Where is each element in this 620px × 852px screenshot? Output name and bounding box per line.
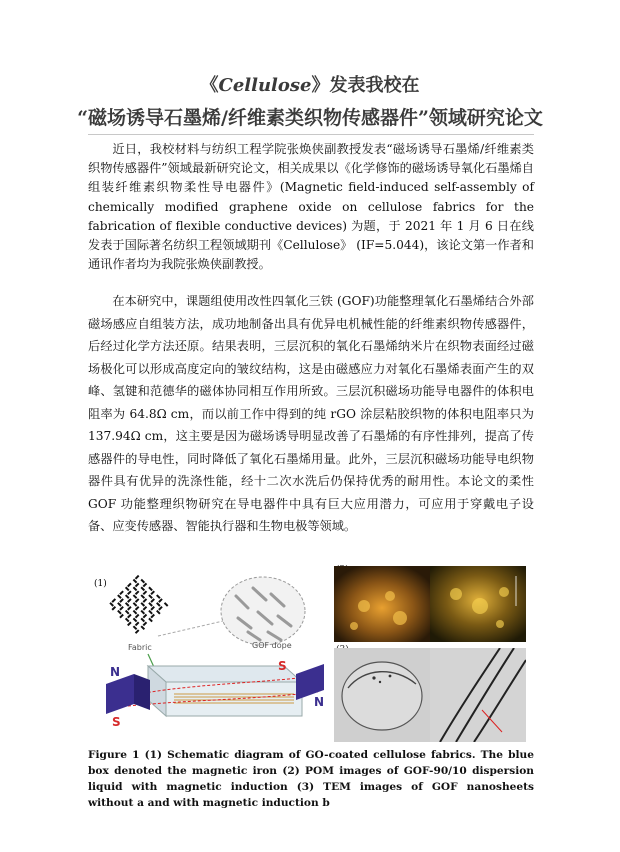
journal-name: Cellulose xyxy=(218,75,312,96)
figure-caption: Figure 1 (1) Schematic diagram of GO-coated cellulose fabrics. The blue box denoted the magnetic iron (2) POM images of GOF-90/10 dispersion liquid with magnetic induction (3) TEM images of GOF nanosheets without a and with magnetic induction b xyxy=(88,749,534,809)
tem-image-left xyxy=(334,648,430,742)
nanosheet-zoom-circle xyxy=(221,577,305,645)
pom-image-right xyxy=(430,566,526,642)
pole-n-left: N xyxy=(110,665,121,679)
pole-s-right: S xyxy=(278,659,287,673)
magnet-left xyxy=(106,674,134,714)
title-divider xyxy=(88,134,534,135)
pole-s-left: S xyxy=(112,715,121,729)
gof-dope-label: GOF dope xyxy=(252,641,292,650)
paragraph-1: 近日，我校材料与纺织工程学院张焕侠副教授发表“磁场诱导石墨烯/纤维素类织物传感器件”领域最新研究论文，相关成果以《化学修饰的磁场诱导氧化石墨烯自组装纤维素织物柔性导电器件》(Magnetic field-induced self-assembly of chemically modified graphene oxide on cellulose fabrics for the fabrication of flexible conductive devices) 为题，于 2021 年 1 月 6 日在线发表于国际著名纺织工程领域期刊《Cellulose》 (IF=5.044)，该论文第一作者和通讯作者均为我院张焕侠副教授。 xyxy=(88,142,534,272)
pom-image-left xyxy=(334,566,430,642)
schematic-diagram xyxy=(88,566,328,744)
title-prefix: 《 xyxy=(200,75,219,96)
fabric-label: Fabric xyxy=(128,643,152,652)
title-suffix: 》发表我校在 xyxy=(311,75,420,96)
title-line-2: “磁场诱导石墨烯/纤维素类织物传感器件”领域研究论文 xyxy=(77,107,543,129)
paragraph-2: 在本研究中，课题组使用改性四氧化三铁 (GOF)功能整理氧化石墨烯结合外部磁场感应自组装方法，成功地制备出具有优异电机械性能的纤维素织物传感器件，后经过化学方法还原。结果表明，三层沉积的氧化石墨烯纳米片在织物表面经过磁场极化可以形成高度定向的皱纹结构，这是由磁感应力对氧化石墨烯表面产生的双峰、氢键和范德华的磁体协同相互作用所致。三层沉积磁场功能导电器件的体积电阻率为 64.8Ω cm，而以前工作中得到的纯 rGO 涂层粘胶织物的体积电阻率只为 137.94Ω cm，这主要是因为磁场诱导明显改善了石墨烯的有序性排列，提高了传感器件的导电性，同时降低了氧化石墨烯用量。此外，三层沉积磁场功能导电织物器件具有优异的洗涤性能，经十二次水洗后仍保持优秀的耐用性。本论文的柔性 GOF 功能整理织物研究在导电器件中具有巨大应用潜力，可应用于穿戴电子设备、应变传感器、智能执行器和生物电极等领域。 xyxy=(88,294,534,533)
label-1: (1) xyxy=(94,579,107,589)
fabric-weave-icon xyxy=(108,575,169,636)
tem-image-right xyxy=(430,648,526,742)
title-line-1 xyxy=(0,71,620,97)
pole-n-right: N xyxy=(314,695,325,709)
figure-1 xyxy=(88,566,534,744)
